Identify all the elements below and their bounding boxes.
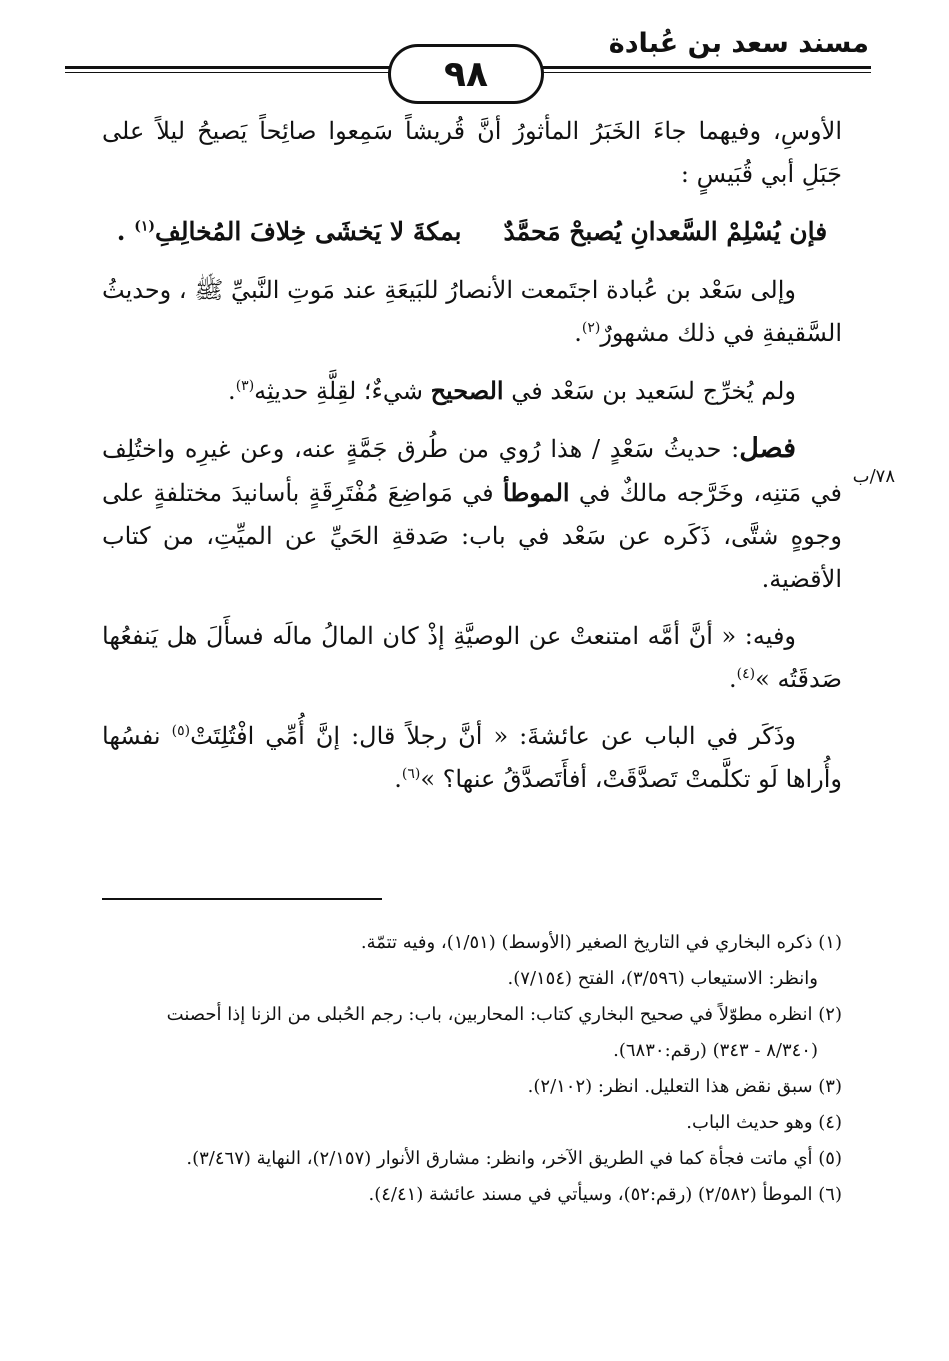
footnote-5: (٥) أي ماتت فجأة كما في الطريق الآخر، وانظر: مشارق الأنوار (٢/١٥٧)، النهاية (٣/٤٦٧). — [186, 1148, 842, 1169]
footnote-4: (٤) وهو حديث الباب. — [686, 1112, 842, 1133]
footnote-2: (٢) انظره مطوّلاً في صحيح البخاري كتاب: المحاربين، باب: رجم الحُبلى من الزنا إذا أحصنت — [166, 1004, 842, 1025]
footnote-ref-5[interactable]: (٥) — [171, 723, 191, 739]
manuscript-folio-note: ٧٨/ب — [852, 466, 895, 487]
paragraph-4 — [102, 427, 842, 601]
paragraph-6-end: . — [394, 765, 402, 793]
verse-second-hemistich: بمكةَ لا يَخشَى خِلافَ المُخالِفِ — [155, 217, 462, 246]
paragraph-6-text-b: نفسُها وأُراها لَو تكلَّمتْ تَصدَّقَتْ، أفأَتَصدَّقُ عنها؟ » — [102, 722, 842, 793]
footnote-ref-3[interactable]: (٣) — [235, 378, 255, 394]
verse-end: . — [116, 217, 135, 246]
footnote-ref-6[interactable]: (٦) — [401, 766, 421, 782]
paragraph-2-text: وإلى سَعْد بن عُبادة اجتَمعت الأنصارُ للبَيعَةِ عند مَوتِ النَّبيِّ ﷺ ، وحديثُ السَّقيفةِ في ذلك مشهورٌ — [102, 276, 842, 347]
paragraph-4-text-b: في مَواضِعَ مُفْتَرِقَةٍ بأسانيدَ مختلفةٍ على وجوهٍ شتَّى، ذَكَره عن سَعْد في باب: صَدقةِ الحَيِّ عن الميِّتِ، من كتاب الأقضية. — [102, 479, 842, 593]
footnote-ref-4[interactable]: (٤) — [736, 666, 756, 682]
footnote-1-continuation: وانظر: الاستيعاب (٣/٥٩٦)، الفتح (٧/١٥٤). — [507, 968, 818, 989]
main-text — [102, 110, 842, 815]
footnote-1: (١) ذكره البخاري في التاريخ الصغير (الأوسط) (١/٥١)، وفيه تتمّة. — [360, 932, 842, 953]
book-title-muwatta: الموطأ — [502, 478, 570, 507]
book-title-sahih: الصحيح — [430, 376, 504, 405]
poetry-verse — [102, 210, 842, 253]
paragraph-5-text: وفيه: « أنَّ أمَّه امتنعتْ عن الوصيَّةِ إذْ كان المالُ مالَه فسأَلَ هل يَنفعُها صَدقَتُه » — [102, 622, 842, 693]
paragraph-3-text-b: شيءٌ؛ لقِلَّةِ حديثِه — [254, 377, 431, 405]
paragraph-6-text-a: وذَكَر في الباب عن عائشةَ: « أنَّ رجلاً قال: إنَّ أُمِّي افْتُلِتَتْ — [190, 722, 796, 750]
footnote-ref-1[interactable]: (١) — [134, 218, 155, 235]
paragraph-5 — [102, 615, 842, 701]
footnote-6: (٦) الموطأ (٢/٥٨٢) (رقم:٥٢)، وسيأتي في مسند عائشة (٤/٤١). — [368, 1184, 842, 1205]
paragraph-5-end: . — [729, 665, 737, 693]
footnote-separator — [102, 898, 842, 900]
verse-first-hemistich: فإن يُسْلِمْ السَّعدانِ يُصبحْ مَحمَّدٌ — [503, 217, 828, 246]
footnote-ref-2[interactable]: (٢) — [581, 320, 601, 336]
section-label-fasl: فصل — [739, 433, 796, 464]
paragraph-1: الأوسِ، وفيهما جاءَ الخَبَرُ المأثورُ أنَّ قُريشاً سَمِعوا صائِحاً يَصيحُ ليلاً على جَبَلِ أبي قُبَيسٍ : — [102, 117, 842, 188]
footnotes — [102, 926, 842, 1214]
paragraph-2-end: . — [574, 319, 582, 347]
paragraph-6 — [102, 715, 842, 801]
paragraph-2 — [102, 269, 842, 355]
footnote-2-continuation: (٨/٣٤٠ - ٣٤٣) (رقم:٦٨٣٠). — [613, 1040, 818, 1061]
running-header-title: مسند سعد بن عُبادة — [608, 28, 869, 59]
footnote-3: (٣) سبق نقض هذا التعليل. انظر: (٢/١٠٢). — [527, 1076, 842, 1097]
paragraph-3-end: . — [228, 377, 236, 405]
paragraph-4-text-a: : حديثُ سَعْدٍ / هذا رُوي من طُرق جَمَّةٍ عنه، وعن غيرِه واختُلِف في مَتنِه، وخَرَّجه مالكٌ في — [102, 435, 842, 507]
paragraph-3-text-a: ولم يُخرِّج لسَعيد بن سَعْد في — [503, 377, 796, 405]
paragraph-3 — [102, 369, 842, 413]
page-number: ٩٨ — [388, 44, 544, 104]
